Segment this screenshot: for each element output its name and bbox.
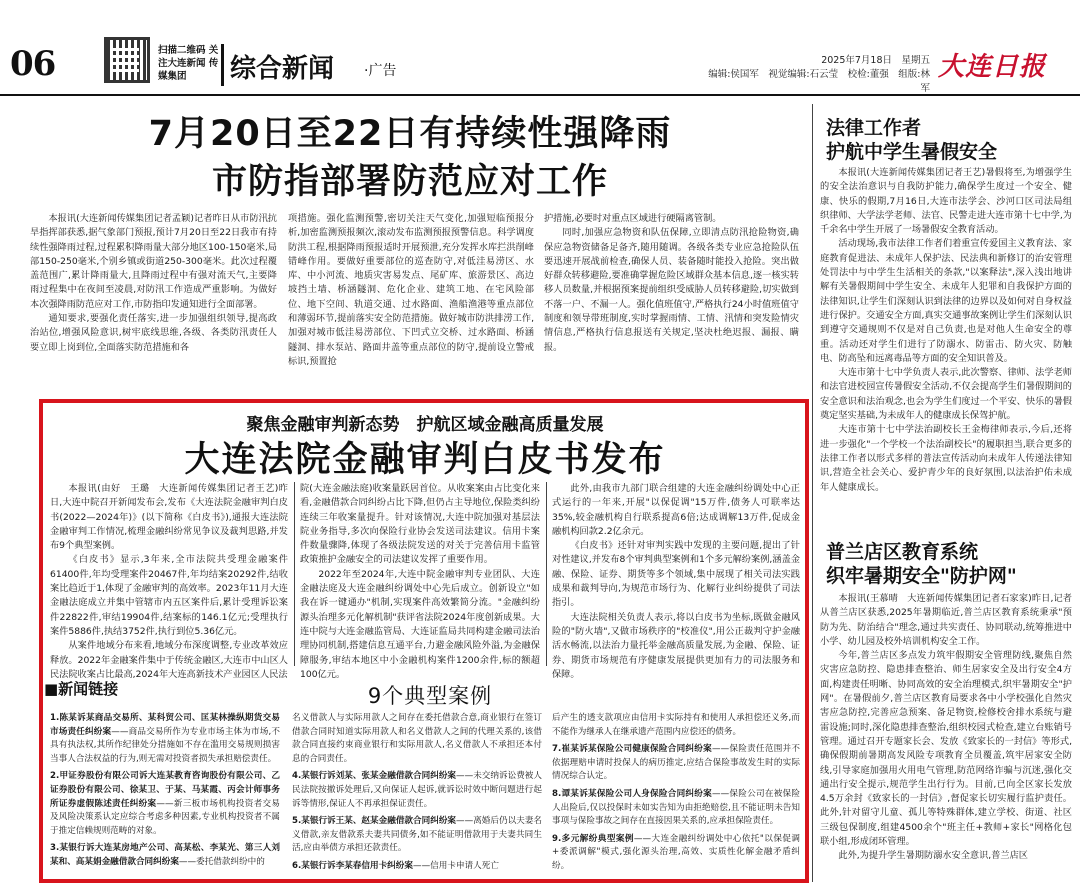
sidebar-story-1-body: 本报讯(大连新闻传媒集团记者王艺)暑假将至,为增强学生的安全法治意识与自我防护能力,确保学生度过一个安全、健康、快乐的假期,7月16日,大连市法学会、沙河口区司法局组织律师、大学法学老师、法官、民警走进大连市第十七中学,为千余名中学生开展了一场暑假安全教育活动。 活动现场,我市法律工作者们着重宣传爱国主义教育法、家庭教育促进法、未成年人保护法、民法典和新修订的治安管理处罚法中与中学生生活相关的条款,"以案释法",深入浅出地讲解有关暑假期间中学生安全、未成年人犯罪和自我保护方面的法律知识,让学生们深刻认识到法律的边界以及如何对自身权益进行保护。交通安全方面,真实交通事故案例让学生们深刻认识到遵守交通规则不仅是对自己负责,也是对他人生命安全的尊重。活动还对学生们进行了防溺水、防雷击、防火灾、防触电、防高坠和远离毒品等方面的安全知识普及。 大连市第十七中学负责人表示,此次警察、律师、法学老师和法官进校园宣传暑假安全活动,不仅会提高学生们暑假期间的安全意识和法治观念,也会为学生们度过一个平安、快乐的暑假奠定坚实基础,为未成年人的健康成长保驾护航。 大连市第十七中学法治副校长王金梅律师表示,今后,还将进一步强化"一个学校一个法治副校长"的履职担当,联合更多的法律工作者以形式多样的普法宣传活动向未成年人传递法律知识,营造全社会关心、爱护青少年的良好氛围,以法治护佑未成年人健康成长。 — [820, 167, 1072, 493]
sidebar-story-1-headline: 法律工作者 护航中学生暑假安全 — [826, 117, 998, 163]
newspaper-logo: 大连日报 — [938, 52, 1047, 82]
case-item: 3.某银行诉大连某房地产公司、高某松、李某光、第三人刘某和、高某娟金融借款合同纠纷案——委托借款纠纷中的 — [50, 843, 280, 867]
scan-prompt: 扫描二维码 关注大连新闻 传媒集团 — [158, 45, 219, 82]
feature-column-1: 本报讯(由好 王璐 大连新闻传媒集团记者王艺)昨日,大连中院召开新闻发布会,发布《大连法院金融审判白皮书(2022—2024年)》(以下简称《白皮书》),通报大连法院金融审判工作情况,梳理金融纠纷常见争议及裁判思路,并发布9个典型案例。 《白皮书》显示,3年来,全市法院共受理金融案件61400件,年均受理案件20467件,年均结案20292件,结收案比趋近于1,体现了金融审判的高效率。2023年11月大连金融法庭成立并集中管辖市内五区案件后,累计受理诉讼案件22822件,审结19904件,结案标的146.1亿元;受理执行案件5886件,执结3752件,执行到位5.36亿元。 从案件地域分布来看,地域分布深度调整,专业改革效应释放。2022年金融案件集中于传统金融区,大连市中山区人民法院收案占比最高,2024年大连高新技术产业园区人民法 — [50, 483, 288, 680]
cases-column-2 — [292, 712, 542, 878]
case-item: 7.崔某诉某保险公司健康保险合同纠纷案——保险责任范围并不依据理赔申请时投保人的病历推定,应结合保险事故发生时的实际情况综合认定。 — [552, 744, 800, 782]
case-item: 1.陈某诉某商品交易所、某科贸公司、匡某林操纵期货交易市场责任纠纷案——商品交易所作为专业市场主体为市场,不具有执法权,其所作纪律处分措施如不存在滥用交易规则损害当事人合法权益的行为,则无需对投资者损失承担赔偿责任。 — [50, 713, 280, 764]
feature-column-2: 院(大连金融法庭)收案量跃居首位。从收案案由占比变化来看,金融借款合同纠纷占比下降,但仍占主导地位,保险类纠纷连续三年收案量提升。针对该情况,大连中院加强对基层法院业务指导,多次向保险行业协会发送司法建议。信用卡案件数量骤降,体现了各级法院发送的对关于完善信用卡监管政策推护金融安全的司法建议发挥了重要作用。 2022年至2024年,大连中院金融审判专业团队、大连金融法庭及大连金融纠纷调处中心先后成立。创新设立"如我在诉一键通办"机制,实现案件高效繁简分流。"金融纠纷源头治理多元化解机制"获评省法院2024年度创新成果。大连中院与大连金融监管局、大连证监局共同构建金融司法治理协同机制,搭建信息互通平台,力避金融风险外溢,为金融保障服务,审结本地区中小金融机构案件1200余件,标的额超100亿元。 — [300, 483, 540, 680]
case-item: 名义借款人与实际用款人之间存在委托借款合意,商业银行在签订借款合同时知道实际用款人和名义借款人之间的代理关系的,该借款合同直接约束商业银行和实际用款人,名义借款人不承担还本付息的合同责任。 — [292, 713, 542, 764]
section-title: 综合新闻 — [230, 54, 335, 84]
case-item: 6.某银行诉李某春信用卡纠纷案——信用卡申请人死亡 — [292, 860, 499, 871]
feature-subheadline: 聚焦金融审判新态势 护航区域金融高质量发展 — [246, 415, 604, 435]
case-item: 后产生的透支款项应由信用卡实际持有和使用人承担偿还义务,而不能作为继承人在继承遗产范围内应偿还的债务。 — [552, 713, 800, 737]
column-divider — [294, 482, 295, 666]
top-story-headline — [40, 110, 780, 206]
case-item: 9.多元解纷典型案例——大连金融纠纷调处中心依托"以保促调+委派调解"模式,强化源头治理,高效、实质性化解金融矛盾纠纷。 — [552, 833, 800, 871]
masthead-divider — [221, 44, 224, 86]
qr-code-icon[interactable] — [104, 37, 150, 83]
cases-column-1 — [50, 712, 280, 878]
editor-credits: 编辑:侯国军 视觉编辑:石云莹 校检:董强 组版:林军 — [708, 69, 930, 94]
feature-headline: 大连法院金融审判白皮书发布 — [184, 440, 666, 480]
case-item: 4.某银行诉刘某、张某金融借款合同纠纷案——未交纳诉讼费被人民法院按撤诉处理后,又向保证人起诉,就诉讼时效中断问题进行起诉等情形,保证人不再承担保证责任。 — [292, 771, 542, 809]
sidebar-story-2-body: 本报讯(王慕晴 大连新闻传媒集团记者石家家)昨日,记者从普兰店区获悉,2025年暑期临近,普兰店区教育系统秉承"预防为先、防治结合"理念,通过共实责任、协同联动,统筹推进中小学、幼儿园及校外培训机构安全工作。 今年,普兰店区多点发力筑牢假期安全管理防线,聚焦自然灾害应急防控、隐患排查整治、师生居家安全及出行安全4方面,构建责任明晰、协同高效的安全治理模式,织牢暑期安全"护网"。在暑假前夕,普兰店区教育局要求各中小学校强化自然灾害应急防控,完善应急预案、备足物资,检修校舍排水系统与避雷设施;同时,深化隐患排查整治,组织校园式检查,建立台账销号管理。通过召开专题家长会、发放《致家长的一封信》等形式,确保假期前暑期高发风险专项教育全员覆盖,筑牢居家安全防线,引导家庭加强用火用电气管理,防范网络诈骗与沉迷,强化交通出行安全提示,规范学生出行行为。目前,已向全区家长发放4.5万余封《致家长的一封信》,督促家长切实履行监护责任。此外,针对留守儿童、孤儿等特殊群体,建立学校、街道、社区三级包保制度,组建4500余个"班主任+教师+家长"网格化包联小组,形成闭环管理。 此外,为提升学生暑期防溺水安全意识,普兰店区 — [820, 593, 1072, 862]
cases-heading: 9个典型案例 — [367, 684, 493, 708]
section-subtitle: ·广告 — [364, 63, 397, 79]
sidebar-story-2-headline: 普兰店区教育系统 织牢暑期安全"防护网" — [826, 541, 1017, 587]
column-divider — [546, 482, 547, 666]
sidebar-divider — [812, 104, 813, 882]
top-story-column-2: 项措施。强化监测预警,密切关注天气变化,加强短临预报分析,加密监测预报频次,滚动发布监测预报预警信息。科学调度防洪工程,根据降雨预报适时开展预泄,充分发挥水库拦洪削峰错峰作用。要做好重要部位的巡查防守,对低洼易涝区、水库、中小河流、地质灾害易发点、尾矿库、旅游景区、高边坡挡土墙、桥涵隧洞、危化企业、建筑工地、在宅风险部位、地下空间、轨道交通、过水路面、渔船渔港等重点部位和薄弱环节,提前落实安全防范措施。做好城市防洪排涝工作,加强对城市低洼易涝部位、下凹式立交桥、过水路面、桥涵隧洞、排水泵站、路面井盖等重点部位的防守,提前设立警戒标识,预置抢 — [288, 213, 534, 367]
case-item: 2.甲证券股份有限公司诉大连某教育咨询股份有限公司、乙证券股份有限公司、徐某卫、于某、马某霞、丙会计师事务所证券虚假陈述责任纠纷案——新三板市场机构投资者交易及风险决策系认定应综合考虑多种因素,专业机构投资者不属于推定信赖规则范畴的对象。 — [50, 771, 280, 836]
news-link-label: ■新闻链接 — [44, 680, 119, 698]
masthead-rule — [0, 94, 1080, 96]
headline-line-2: 市防指部署防范应对工作 — [211, 162, 608, 202]
issue-date: 2025年7月18日 星期五 — [821, 55, 930, 66]
case-item: 5.某银行诉王某、赵某金融借款合同纠纷案——离婚后仍以夫妻名义借款,亲友借款系夫妻共同债务,如不能证明借款用于夫妻共同生活,应由举债方承担还款责任。 — [292, 816, 542, 854]
page-number: 06 — [10, 44, 56, 84]
headline-line-1: 7月20日至22日有持续性强降雨 — [148, 114, 672, 154]
case-item: 8.谭某诉某保险公司人身保险合同纠纷案——保险公司在被保险人出险后,仅以投保时未如实告知为由拒绝赔偿,且不能证明未告知事项与保险事故之间存在直接因果关系的,应承担保险责任。 — [552, 788, 800, 827]
cases-column-3 — [552, 712, 800, 878]
top-story-column-1: 本报讯(大连新闻传媒集团记者孟颖)记者昨日从市防汛抗旱指挥部获悉,据气象部门预报,预计7月20日至22日我市有持续性强降雨过程,过程累积降雨量大部分地区100-150毫米,局部150-250毫米,个别乡镇或街道250-300毫米。此次过程覆盖范围广,累计降雨量大,且降雨过程中有强对流天气,主要降雨过程集中在夜间至凌晨,对防汛工作造成严重影响。为做好本次强降雨防范应对工作,市防指印发通知进行全面部署。 通知要求,要强化责任落实,进一步加强组织领导,提高政治站位,增强风险意识,树牢底线思维,各级、各类防汛责任人要立即上岗到位,全面落实防范措施和各 — [30, 213, 277, 353]
top-story-column-3: 护措施,必要时对重点区域进行硬隔离管制。 同时,加强应急物资和队伍保障,立即清点防汛抢险物资,确保应急物资储备足备齐,随用随调。各级各类专业应急抢险队伍要迅速开展战前检查,确保人员、装备随时能投入抢险。突出做好群众转移避险,要准确掌握危险区域群众基本信息,逐一核实转移人员数量,并根据预案提前组织受威胁人员转移避险,切实做到不落一户、不漏一人。强化值班值守,严格执行24小时值班值守制度和领导带班制度,实时掌握雨情、工情、汛情和突发险情灾情信息,严格执行信息报送有关规定,坚决杜绝迟报、漏报、瞒报。 — [544, 213, 799, 353]
feature-column-3: 此外,由我市九部门联合组建的大连金融纠纷调处中心正式运行的一年来,开展"以保促调"15万件,债务人可联率达35%,较金融机构自行联系提高6倍;达成调解13万件,促成金融机构回款2.2亿余元。 《白皮书》还针对审判实践中发现的主要问题,提出了针对性建议,并发布8个审判典型案例和1个多元解纷案例,涵盖金融、保险、证券、期货等多个领域,集中展现了相关司法实践成果和裁判导向,为规范市场行为、化解行业纠纷提供了司法指引。 大连法院相关负责人表示,将以白皮书为坐标,既做金融风险的"防火墙",又做市场秩序的"校准仪",用公正裁判守护金融活水畅流,以法治力量托举金融高质量发展,为金融、保险、证券、期货市场规范有序健康发展提供更加有力的司法服务和保障。 — [552, 483, 800, 680]
